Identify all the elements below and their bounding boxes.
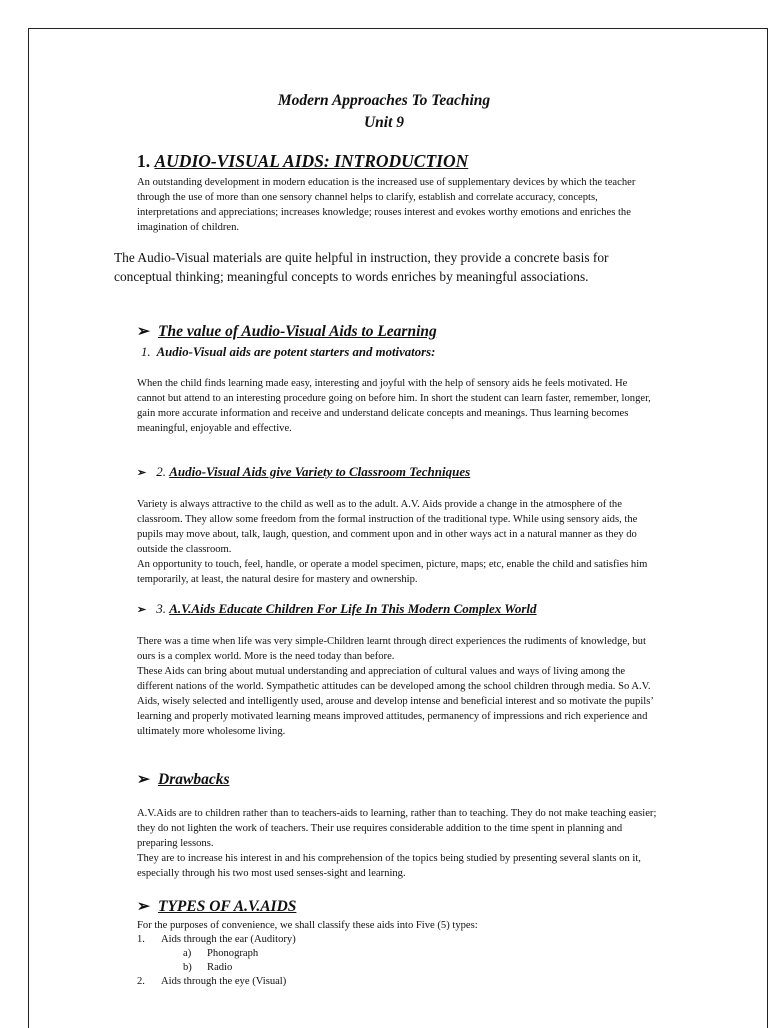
- list-number: 2.: [137, 976, 145, 987]
- arrow-bullet-icon: ➢: [137, 467, 147, 479]
- sub-list-item: [137, 947, 657, 961]
- point2-heading: [137, 464, 470, 480]
- drawbacks-heading: [137, 770, 229, 789]
- point3-paragraph: [137, 634, 657, 739]
- types-heading-text: TYPES OF A.V.AIDS: [158, 898, 297, 915]
- point2-heading-text: Audio-Visual Aids give Variety to Classroom Techniques: [169, 464, 471, 479]
- point3-number: 3.: [156, 601, 166, 616]
- section-heading-text: AUDIO-VISUAL AIDS: INTRODUCTION: [154, 151, 469, 171]
- sub-list-letter: a): [183, 948, 192, 959]
- intro-paragraph: An outstanding development in modern education is the increased use of supplementary devices by which the teacher through the use of more than one sensory channel helps to clarify, establish and correlate accuracy, concepts, interpretations and appreciations; increases knowledge; rouses interest and evokes worthy emotions and enriches the imagination of children.: [137, 177, 636, 233]
- value-heading-text: The value of Audio-Visual Aids to Learning: [158, 323, 437, 340]
- section-number: 1.: [137, 151, 151, 171]
- drawbacks-heading-text: Drawbacks: [158, 771, 230, 788]
- arrow-bullet-icon: ➢: [137, 604, 147, 616]
- unit-label: Unit 9: [363, 114, 405, 131]
- document-title: Modern Approaches To Teaching: [277, 92, 491, 109]
- arrow-bullet-icon: ➢: [137, 898, 150, 915]
- point3-heading: [137, 601, 537, 617]
- arrow-bullet-icon: ➢: [137, 771, 150, 788]
- point3-text-2: These Aids can bring about mutual understanding and appreciation of cultural values and ways of living among the different nations of the world. Sympathetic attitudes can be developed among the school children through media. So A.V. Aids, wisely selected and intelligently used, arouse and develop intense and beneficial interest and so motivate the pupils’ learning and properly motivated learning means improved attitudes, permanency of impressions and rich experience and ultimately more wholesome living.: [137, 666, 654, 737]
- list-number: 1.: [137, 934, 145, 945]
- sub-list-label: Phonograph: [207, 948, 259, 959]
- point2-text-1: Variety is always attractive to the child as well as to the adult. A.V. Aids provide a change in the atmosphere of the classroom. They allow some freedom from the formal instruction of the traditional type. While using sensory aids, the pupils may move about, talk, laugh, question, and comment upon and in other ways act in a natural manner as they do outside the classroom.: [137, 499, 638, 555]
- point1-heading-text: Audio-Visual aids are potent starters and motivators:: [156, 345, 436, 359]
- point2-text-2: An opportunity to touch, feel, handle, or operate a model specimen, picture, maps; etc, enable the child and satisfies him temporarily, at least, the natural desire for mastery and ownership.: [137, 559, 648, 585]
- sub-list-letter: b): [183, 962, 192, 973]
- drawbacks-text-2: They are to increase his interest in and his comprehension of the topics being studied by presenting several slants on it, especially through his two most used senses-sight and learning.: [137, 853, 641, 879]
- drawbacks-paragraph: [137, 806, 657, 881]
- value-section-heading: [137, 322, 437, 341]
- list-item-label: Aids through the eye (Visual): [161, 976, 287, 987]
- types-intro: For the purposes of convenience, we shall classify these aids into Five (5) types:: [137, 920, 478, 931]
- sub-list-item: [137, 961, 657, 975]
- list-item: [137, 933, 657, 947]
- arrow-bullet-icon: ➢: [137, 323, 150, 340]
- point1-paragraph: When the child finds learning made easy, interesting and joyful with the help of sensory aids he feels motivated. He cannot but attend to an interesting procedure going on before him. In short the student can learn faster, remember, longer, gain more accurate information and receive and understand delicate concepts and meanings. Thus learning becomes meaningful, enjoyable and effective.: [137, 378, 651, 434]
- point3-heading-text: A.V.Aids Educate Children For Life In This Modern Complex World: [169, 601, 537, 616]
- section-heading-intro: [137, 151, 468, 172]
- types-list: [137, 933, 657, 989]
- types-heading: [137, 897, 296, 916]
- list-item-label: Aids through the ear (Auditory): [161, 934, 296, 945]
- point1-number: 1.: [141, 345, 151, 359]
- point3-text-1: There was a time when life was very simple-Children learnt through direct experiences the rudiments of knowledge, but ours is a complex world. More is the need today than before.: [137, 636, 646, 662]
- point2-paragraph: [137, 497, 657, 587]
- list-item: [137, 975, 657, 989]
- point2-number: 2.: [156, 464, 166, 479]
- drawbacks-text-1: A.V.Aids are to children rather than to teachers-aids to learning, rather than to teaching. They do not make teaching easier; they do not lighten the work of teachers. Their use requires considerable addition to the time spent in planning and preparing lessons.: [137, 808, 657, 849]
- intro-big-paragraph: The Audio-Visual materials are quite helpful in instruction, they provide a concrete basis for conceptual thinking; meaningful concepts to words enriches by meaningful associations.: [114, 250, 609, 284]
- point1-heading: [141, 345, 435, 360]
- sub-list-label: Radio: [207, 962, 233, 973]
